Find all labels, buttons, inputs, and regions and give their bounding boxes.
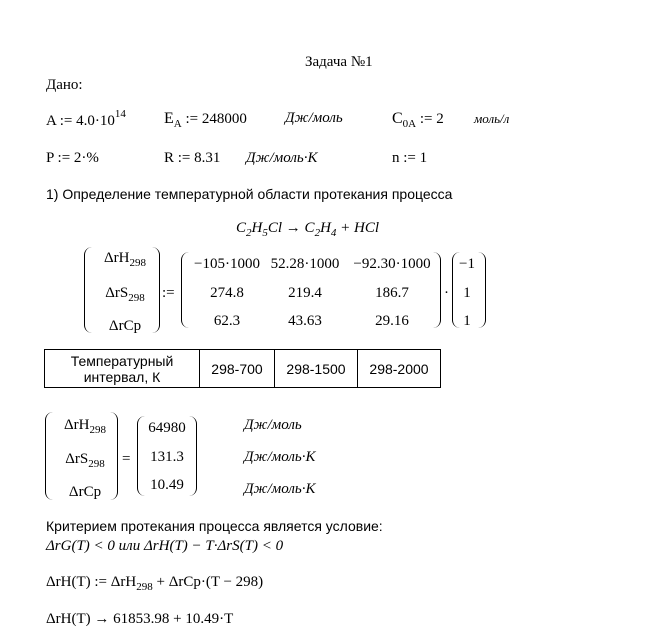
page-title: Задача №1	[305, 54, 373, 70]
dH-T-formula: ΔrH(T) := ΔrH$_{298}$ + ΔrCp·(T − 298)	[46, 574, 264, 593]
table-cell: 298-700	[200, 350, 275, 388]
matrix-cell: −105·1000	[194, 256, 260, 272]
matrix-cell: 274.8	[210, 285, 244, 301]
param-EA: $E_A$ := 248000	[164, 110, 247, 130]
matrix-cell: 62.3	[213, 313, 241, 329]
result-value: 64980	[148, 420, 186, 436]
table-cell: 298-2000	[358, 350, 441, 388]
coef-cell: 1	[463, 313, 471, 329]
result-unit: Дж/моль·К	[244, 481, 316, 497]
param-n: n := 1	[392, 150, 428, 166]
lhs-dS: ΔrS$_{298}$	[105, 285, 145, 304]
lhs-dH: ΔrH$_{298}$	[104, 250, 146, 269]
dH-T-result: ΔrH(T) → 61853.98 + 10.49·T	[46, 611, 234, 627]
section-heading: 1) Определение температурной области протекания процесса	[46, 186, 453, 202]
table-cell: 298-1500	[275, 350, 358, 388]
table-header-cell: Температурный интервал, К	[45, 350, 200, 388]
matrix-paren-right	[433, 252, 441, 328]
matrix-cell: 52.28·1000	[270, 256, 340, 272]
param-R: R := 8.31	[164, 150, 221, 166]
param-C0A-unit: моль/л	[474, 111, 510, 126]
lhs-vector-paren-right	[152, 247, 160, 333]
result-value: 131.3	[150, 449, 184, 465]
param-EA-unit: Дж/моль	[285, 110, 343, 126]
assign-operator: :=	[162, 285, 175, 301]
table-row	[45, 350, 441, 388]
reaction-equation: $C_2H_5Cl \to C_2H_4$ + HCl	[236, 220, 380, 239]
result-value: 10.49	[150, 477, 184, 493]
coef-paren-right	[478, 252, 486, 328]
temperature-table	[44, 349, 441, 388]
coef-cell: 1	[463, 285, 471, 301]
result-lhs-paren-right	[110, 412, 118, 500]
result-unit: Дж/моль	[244, 417, 302, 433]
criterion-formula: ΔrG(T) < 0 или ΔrH(T) − T·ΔrS(T) < 0	[46, 538, 284, 554]
criterion-text: Критерием протекания процесса является условие:	[46, 518, 383, 534]
matrix-cell: 186.7	[375, 285, 409, 301]
result-lhs-dH: ΔrH$_{298}$	[64, 417, 106, 436]
coef-cell: −1	[459, 256, 475, 272]
result-paren-right	[189, 416, 197, 496]
matrix-cell: 43.63	[288, 313, 322, 329]
given-label: Дано:	[46, 77, 83, 93]
matrix-cell: 219.4	[288, 285, 322, 301]
param-P: P := 2·%	[46, 150, 99, 166]
param-R-unit: Дж/моль·К	[246, 150, 318, 166]
equals-operator: =	[122, 451, 131, 467]
result-lhs-dCp: ΔrCp	[68, 484, 102, 500]
param-C0A: $C_{0A}$ := 2	[392, 110, 444, 130]
matrix-cell: 29.16	[375, 313, 409, 329]
param-A: A := $4.0\cdot 10^{14}$	[46, 108, 126, 129]
result-unit: Дж/моль·К	[244, 449, 316, 465]
result-lhs-dS: ΔrS$_{298}$	[65, 451, 105, 470]
lhs-dCp: ΔrCp	[108, 318, 142, 334]
dot-operator: ·	[444, 285, 449, 301]
matrix-cell: −92.30·1000	[353, 256, 431, 272]
